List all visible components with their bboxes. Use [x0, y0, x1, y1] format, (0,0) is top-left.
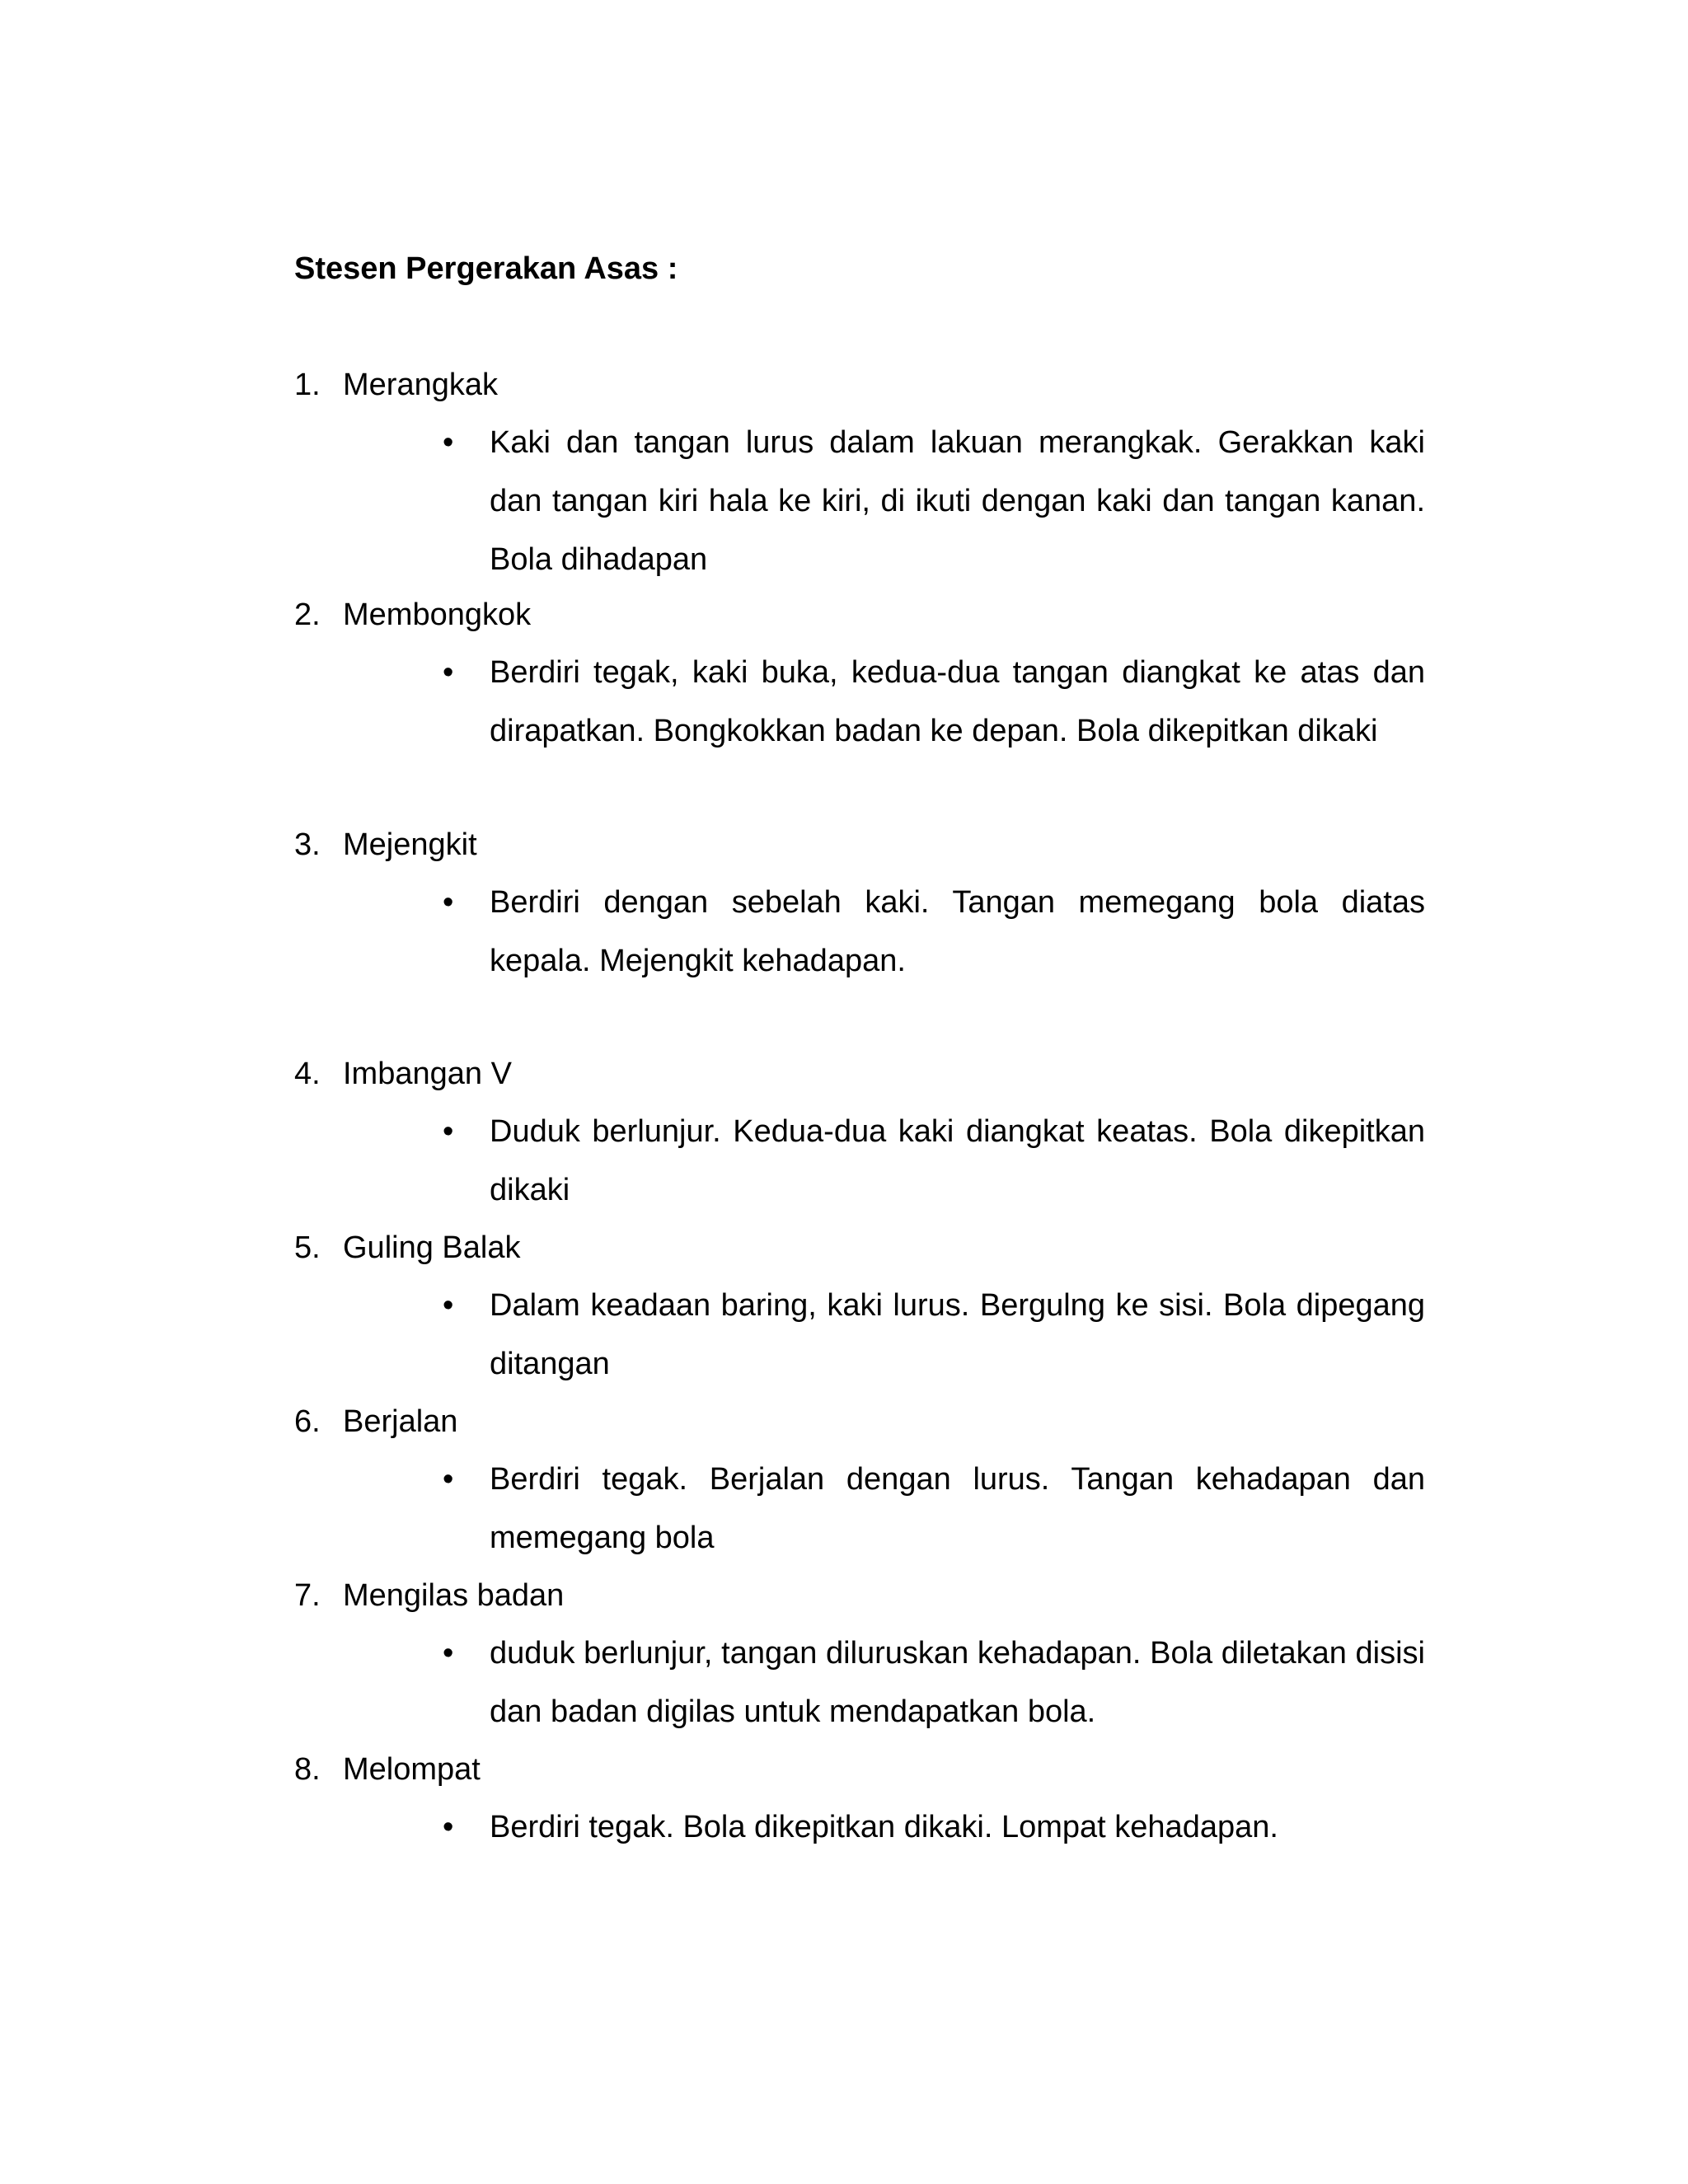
bullet-text: Berdiri tegak, kaki buka, kedua-dua tangan diangkat ke atas dan dirapatkan. Bongkokkan badan ke depan. Bola dikepitkan dikaki — [490, 655, 1425, 748]
list-item — [294, 1567, 1425, 1741]
list-item — [294, 1219, 1425, 1394]
page-title: Stesen Pergerakan Asas : — [294, 251, 678, 286]
list-item-label: Mengilas badan — [343, 1578, 565, 1613]
list-item-number: 2. — [294, 598, 321, 632]
bullet-point — [294, 1798, 1425, 1857]
list-item-heading — [294, 1741, 1425, 1798]
list-item — [294, 1393, 1425, 1568]
list-item-heading — [294, 1567, 1425, 1624]
list-item-label: Berjalan — [343, 1404, 458, 1439]
list-item-label: Membongkok — [343, 598, 532, 632]
bullet-icon: • — [443, 1288, 454, 1323]
bullet-point — [294, 1277, 1425, 1394]
list-item-heading — [294, 356, 1425, 414]
list-item-number: 6. — [294, 1404, 321, 1439]
list-item-number: 7. — [294, 1578, 321, 1613]
list-item-number: 1. — [294, 368, 321, 402]
bullet-point — [294, 1451, 1425, 1568]
list-item-label: Guling Balak — [343, 1230, 521, 1265]
list-item-heading — [294, 586, 1425, 644]
list-item-heading — [294, 816, 1425, 874]
list-item-number: 8. — [294, 1752, 321, 1787]
bullet-point — [294, 1624, 1425, 1741]
list-item-label: Merangkak — [343, 368, 498, 402]
list-item-heading — [294, 1045, 1425, 1103]
bullet-icon: • — [443, 1114, 454, 1149]
list-item — [294, 356, 1425, 589]
list-item-heading — [294, 1393, 1425, 1451]
list-item — [294, 586, 1425, 761]
bullet-icon: • — [443, 655, 454, 690]
list-item-heading — [294, 1219, 1425, 1277]
bullet-icon: • — [443, 425, 454, 460]
bullet-text: Dalam keadaan baring, kaki lurus. Bergulng ke sisi. Bola dipegang ditangan — [490, 1288, 1425, 1381]
bullet-icon: • — [443, 1462, 454, 1497]
bullet-text: Berdiri tegak. Bola dikepitkan dikaki. Lompat kehadapan. — [490, 1810, 1278, 1844]
bullet-point — [294, 1103, 1425, 1220]
list-item — [294, 1741, 1425, 1857]
list-item-number: 4. — [294, 1057, 321, 1091]
bullet-text: duduk berlunjur, tangan diluruskan kehadapan. Bola diletakan disisi dan badan digilas untuk mendapatkan bola. — [490, 1636, 1425, 1729]
list-item-label: Imbangan V — [343, 1057, 512, 1091]
list-item-number: 3. — [294, 827, 321, 862]
list-item — [294, 1045, 1425, 1220]
bullet-text: Duduk berlunjur. Kedua-dua kaki diangkat keatas. Bola dikepitkan dikaki — [490, 1114, 1425, 1207]
bullet-point — [294, 414, 1425, 589]
bullet-point — [294, 644, 1425, 761]
list-item-label: Mejengkit — [343, 827, 477, 862]
list-item-label: Melompat — [343, 1752, 481, 1787]
bullet-text: Berdiri dengan sebelah kaki. Tangan memegang bola diatas kepala. Mejengkit kehadapan. — [490, 885, 1425, 978]
list-item-number: 5. — [294, 1230, 321, 1265]
bullet-text: Kaki dan tangan lurus dalam lakuan merangkak. Gerakkan kaki dan tangan kiri hala ke kiri, di ikuti dengan kaki dan tangan kanan. Bola dihadapan — [490, 425, 1425, 577]
bullet-icon: • — [443, 1810, 454, 1844]
bullet-icon: • — [443, 1636, 454, 1671]
list-item — [294, 816, 1425, 991]
bullet-text: Berdiri tegak. Berjalan dengan lurus. Tangan kehadapan dan memegang bola — [490, 1462, 1425, 1555]
bullet-point — [294, 874, 1425, 991]
bullet-icon: • — [443, 885, 454, 920]
